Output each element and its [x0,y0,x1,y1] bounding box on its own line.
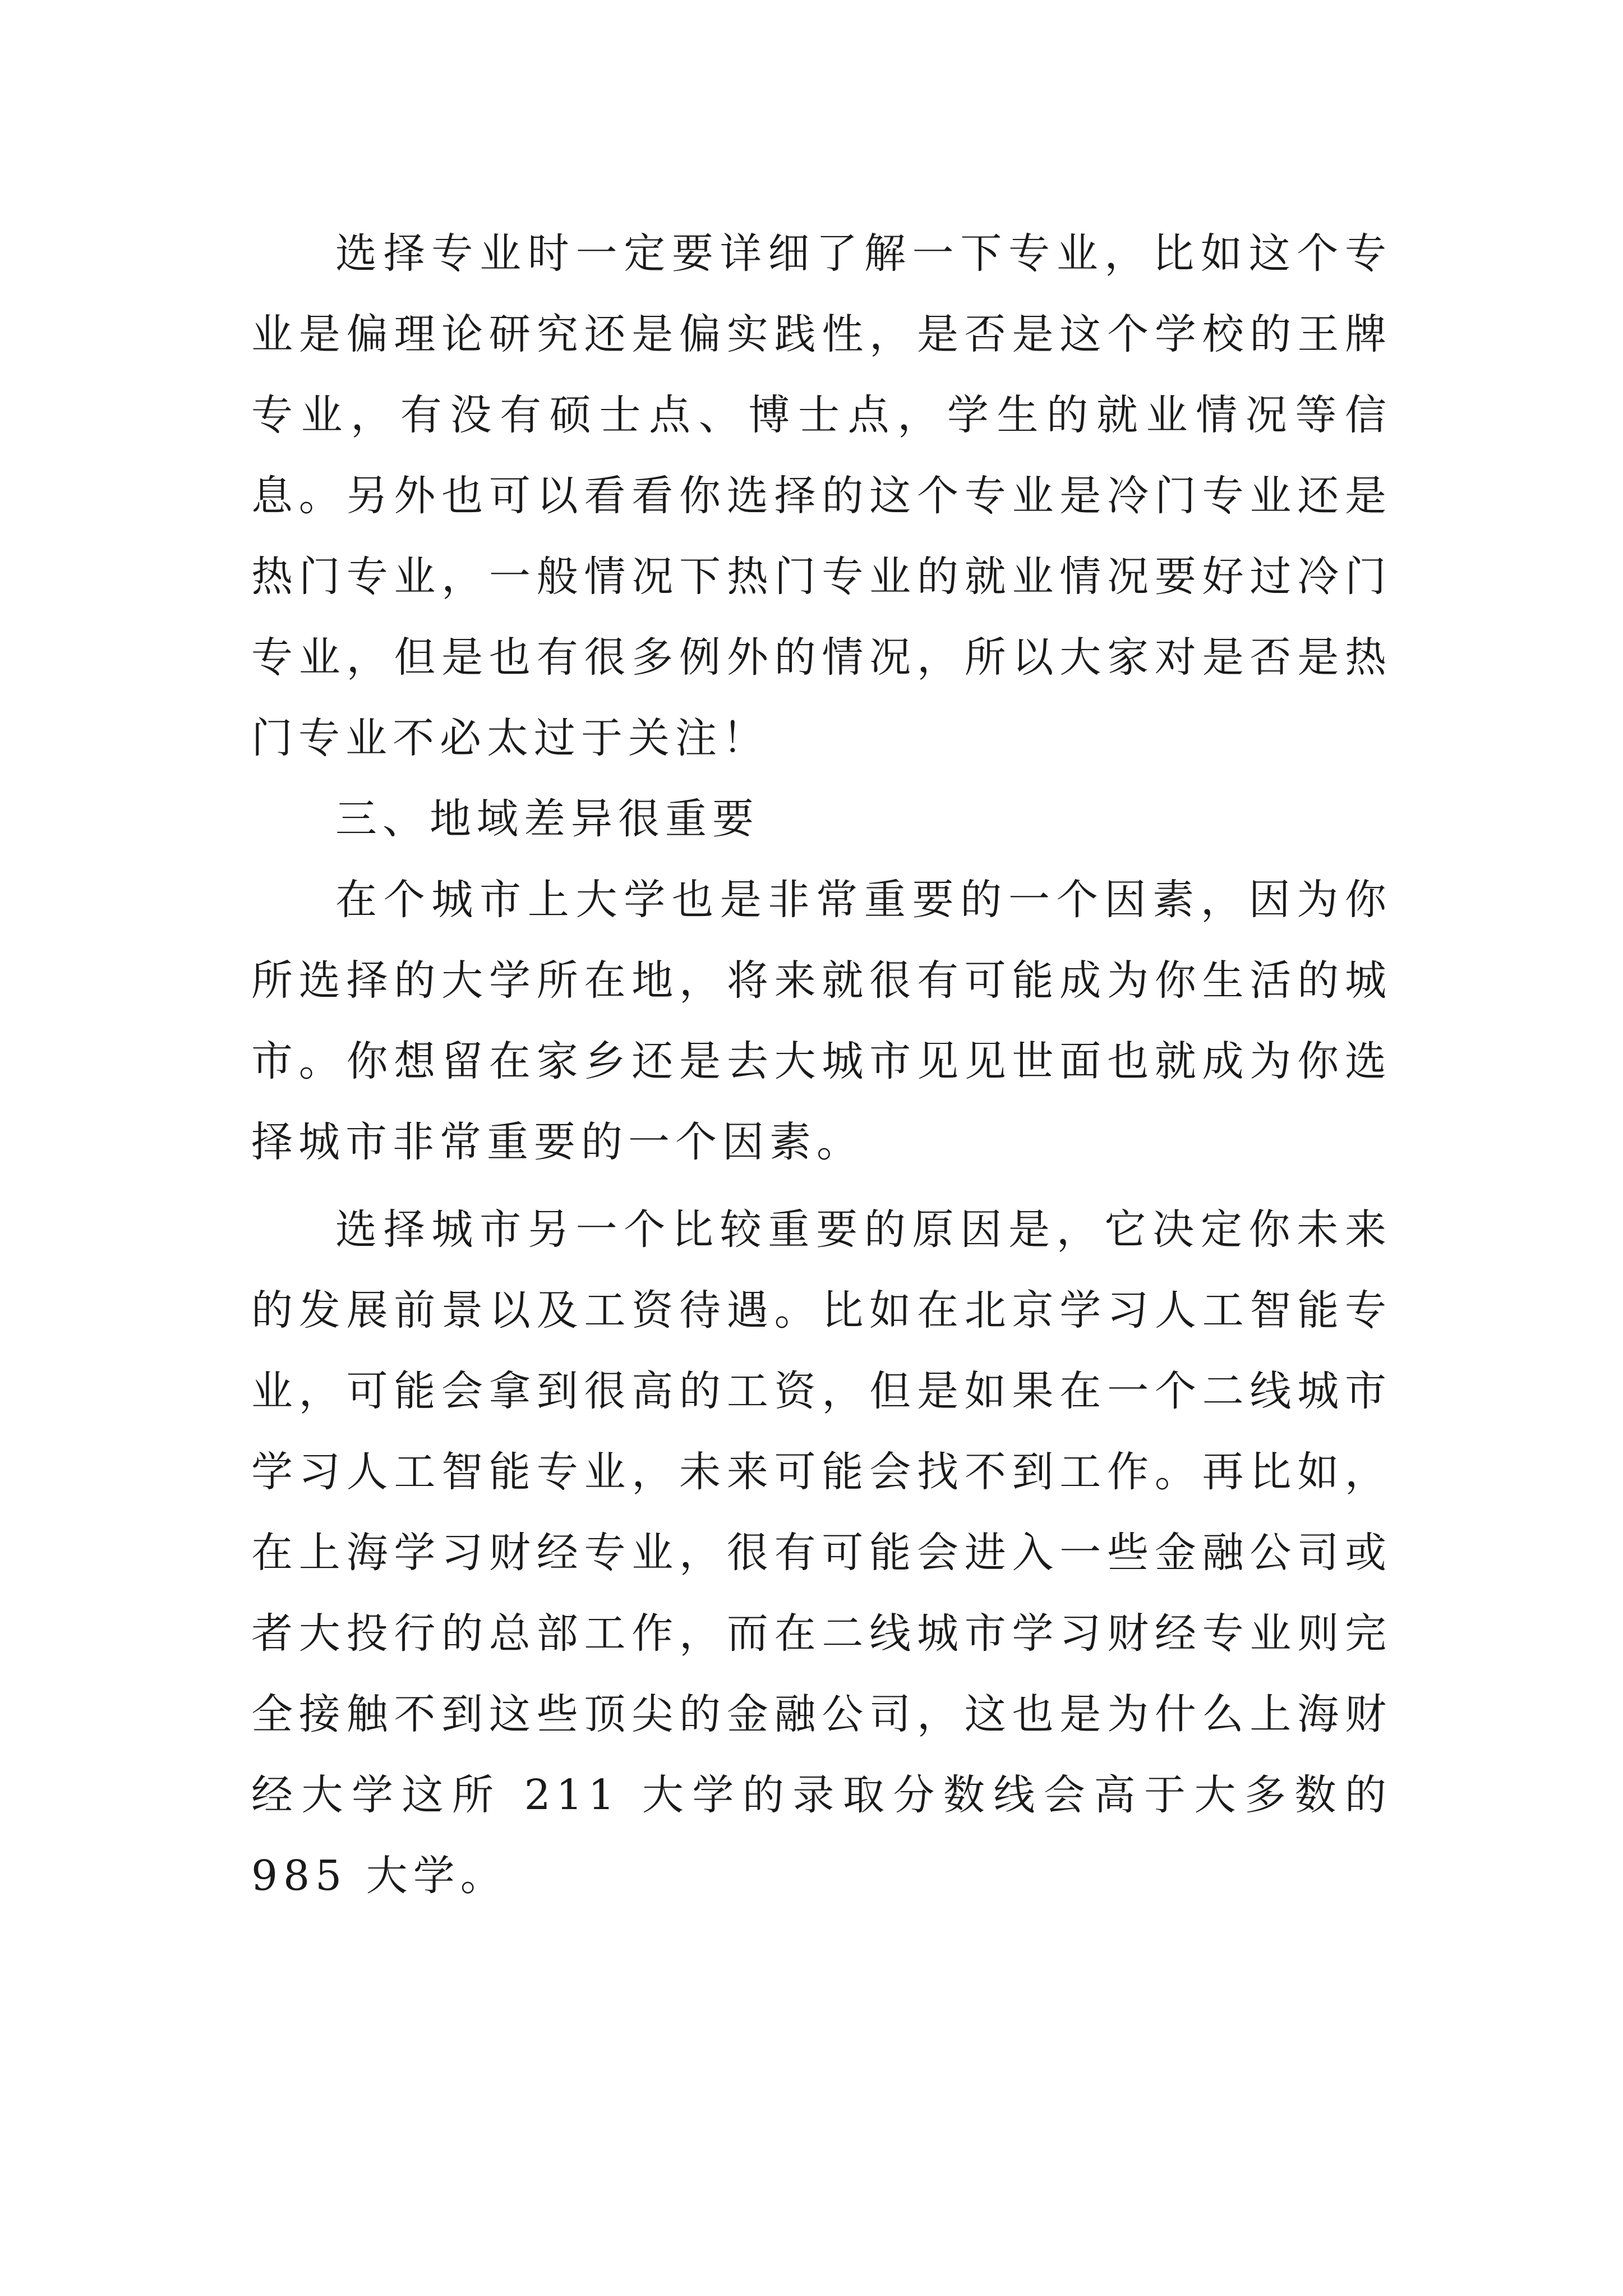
section-heading-regional-differences: 三、地域差异很重要 [335,795,759,843]
document-body [251,213,1392,1916]
paragraph-city-choice: 在个城市上大学也是非常重要的一个因素，因为你所选择的大学所在地，将来就很有可能成为你生活的城市。你想留在家乡还是去大城市见见世面也就成为你选择城市非常重要的一个因素。 [251,876,1392,1166]
paragraph-city-career-prospects: 选择城市另一个比较重要的原因是，它决定你未来的发展前景以及工资待遇。比如在北京学习人工智能专业，可能会拿到很高的工资，但是如果在一个二线城市学习人工智能专业，未来可能会找不到工作。再比如，在上海学习财经专业，很有可能会进入一些金融公司或者大投行的总部工作，而在二线城市学习财经专业则完全接触不到这些顶尖的金融公司，这也是为什么上海财经大学这所 211 大学的录取分数线会高于大多数的 985 大学。 [251,1205,1392,1900]
paragraph-major-selection: 选择专业时一定要详细了解一下专业，比如这个专业是偏理论研究还是偏实践性，是否是这个学校的王牌专业，有没有硕士点、博士点，学生的就业情况等信息。另外也可以看看你选择的这个专业是冷门专业还是热门专业，一般情况下热门专业的就业情况要好过冷门专业，但是也有很多例外的情况，所以大家对是否是热门专业不必太过于关注！ [251,229,1392,762]
